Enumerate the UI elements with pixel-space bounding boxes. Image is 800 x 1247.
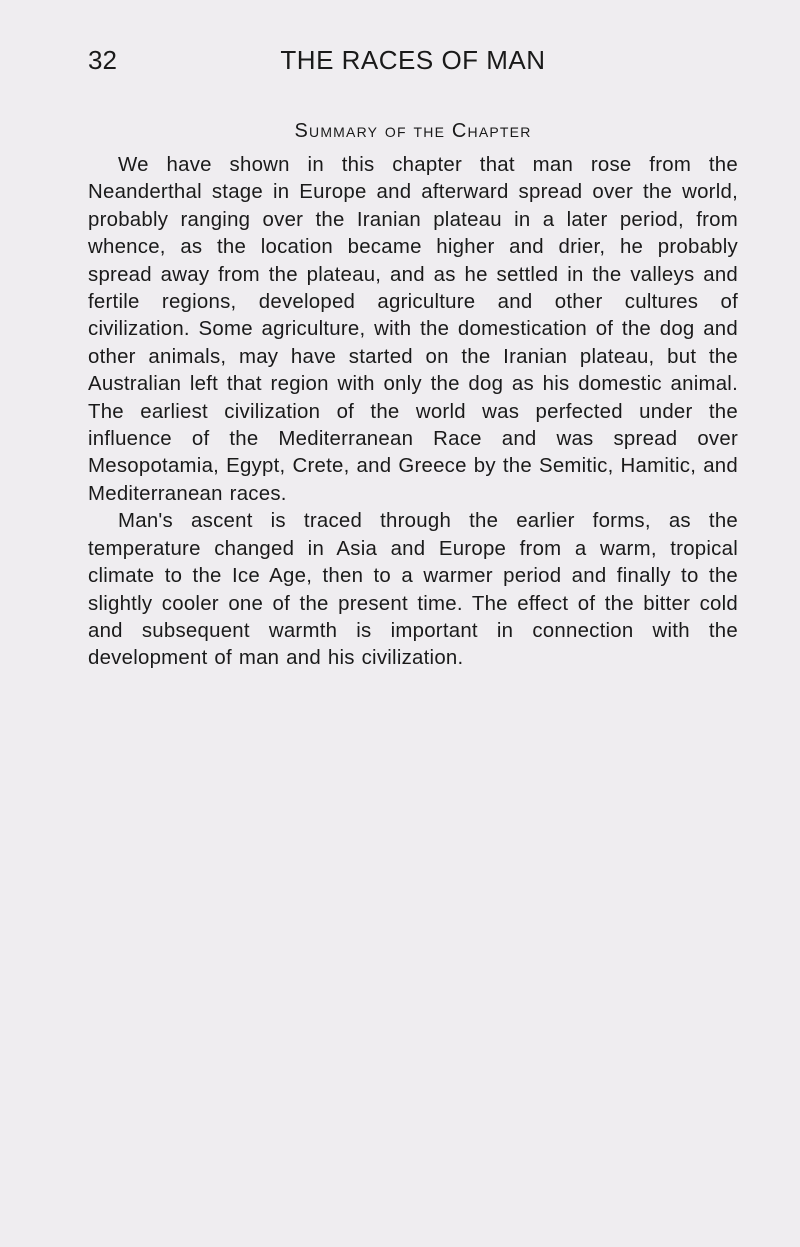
paragraph-ascent: Man's ascent is traced through the earlier forms, as the temperature changed in Asia and Europe from a warm, tropical climate to the Ice Age, then to a warmer period and finally to the slightly cooler one of the present time. The effect of the bitter cold and subsequent warmth is important in connection with the development of man and his civilization. bbox=[88, 510, 738, 670]
running-title: THE RACES OF MAN bbox=[280, 45, 546, 75]
section-heading: Summary of the Chapter bbox=[294, 120, 532, 142]
page-number: 32 bbox=[88, 45, 117, 75]
running-head bbox=[88, 44, 738, 80]
body-text bbox=[88, 152, 738, 673]
paragraph-summary: We have shown in this chapter that man rose from the Neanderthal stage in Europe and afterward spread over the world, probably ranging over the Iranian plateau in a later period, from whence, as the location became higher and drier, he probably spread away from the plateau, and as he settled in the valleys and fertile regions, developed agriculture and other cultures of civilization. Some agriculture, with the domestication of the dog and other animals, may have started on the Iranian plateau, but the Australian left that region with only the dog as his domestic animal. The earliest civilization of the world was perfected under the influence of the Mediterranean Race and was spread over Mesopotamia, Egypt, Crete, and Greece by the Semitic, Hamitic, and Mediterranean races. bbox=[88, 154, 738, 505]
